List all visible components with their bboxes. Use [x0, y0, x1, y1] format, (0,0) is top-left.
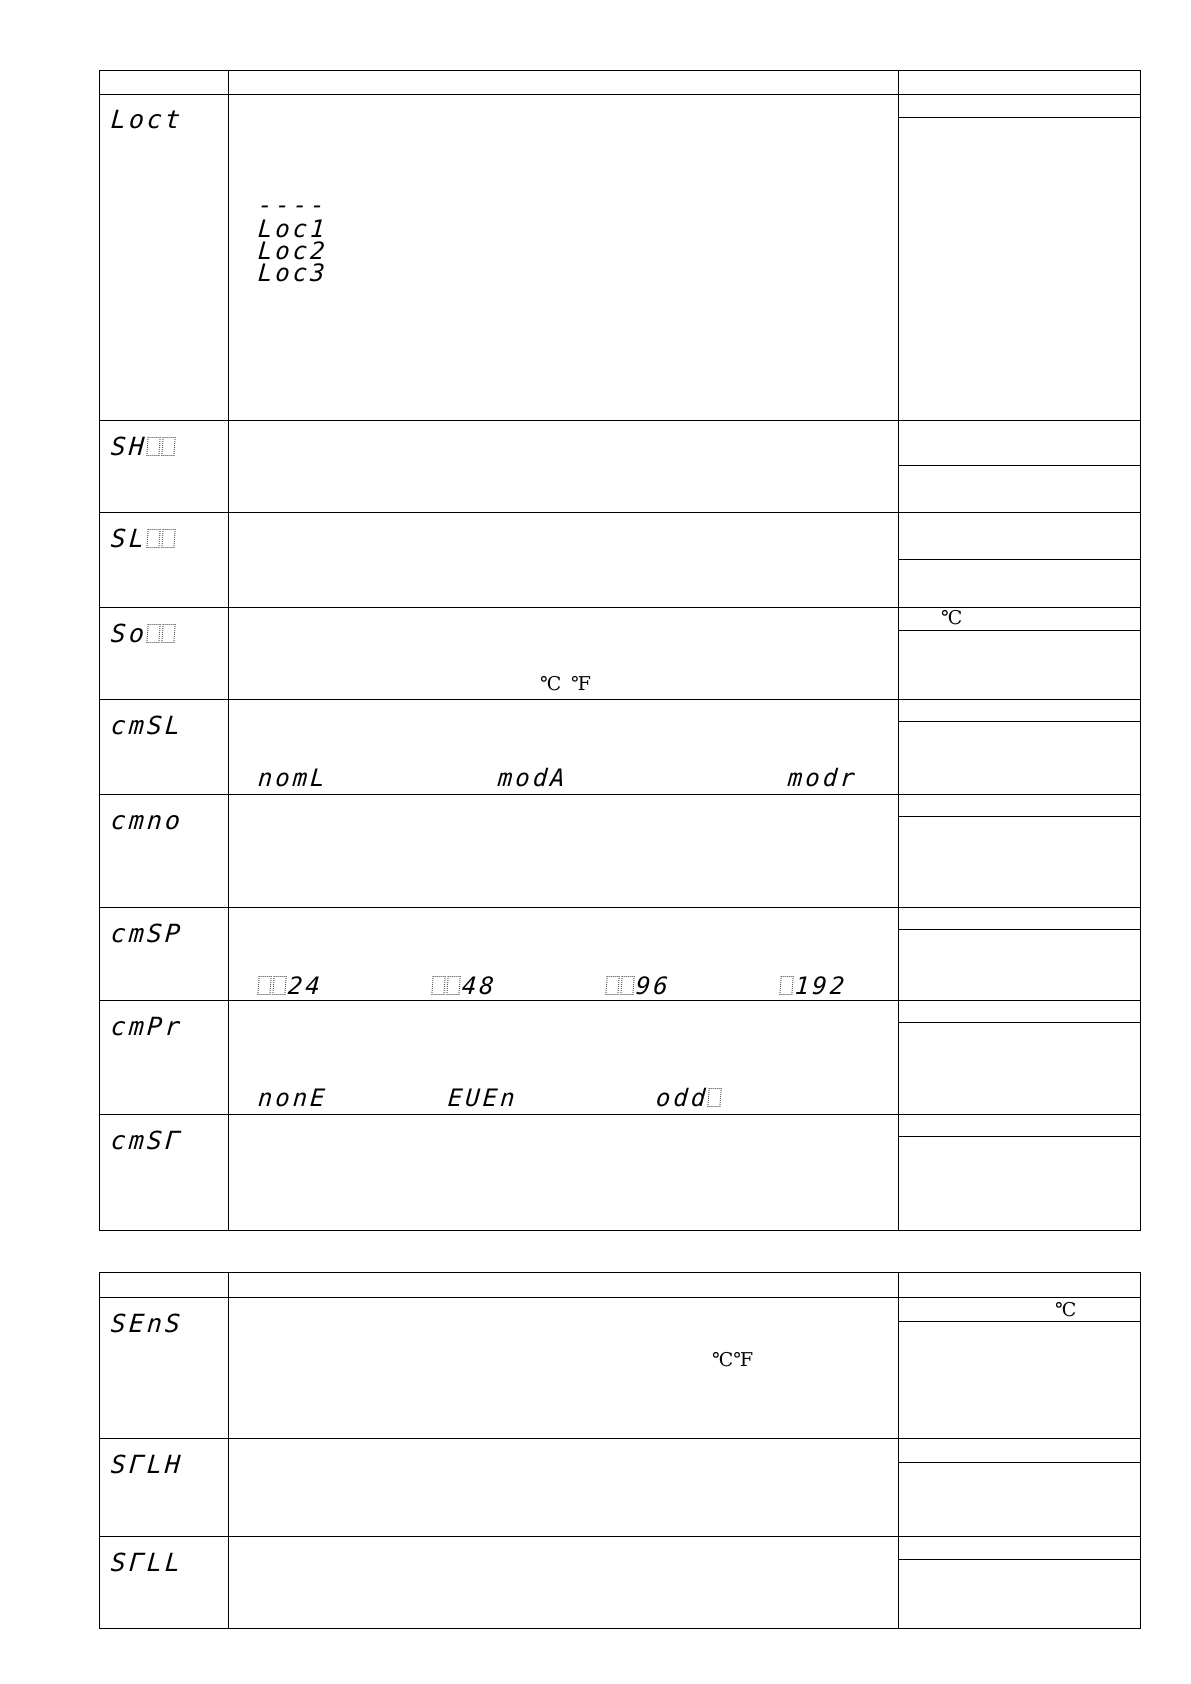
row-divider	[100, 794, 1140, 795]
default-value-divider	[898, 465, 1140, 466]
option-speed-9600: 96	[605, 974, 672, 998]
row-divider	[100, 420, 1140, 421]
option-comm-modbus-ascii: modA	[497, 764, 569, 792]
option-speed-2400: 24	[257, 974, 324, 998]
param-scale-low: SL	[110, 526, 178, 551]
param-scale-high: SH	[110, 434, 178, 459]
row-divider	[100, 1114, 1140, 1115]
default-value-divider	[898, 816, 1140, 817]
blank-digit-box	[272, 976, 286, 995]
param-comm-parity: cmPr	[109, 1012, 185, 1041]
default-unit-celsius: ℃	[941, 607, 963, 629]
row-divider	[100, 699, 1140, 700]
default-value-divider	[898, 559, 1140, 560]
blank-digit-box	[620, 976, 634, 995]
param-comm-select: cmSL	[109, 711, 185, 740]
column-divider	[228, 1273, 229, 1628]
header-row-divider	[100, 1297, 1140, 1298]
default-value-divider	[898, 117, 1140, 118]
option-lock-off: ----	[257, 191, 329, 219]
blank-digit-box	[146, 529, 160, 548]
option-parity-even: EUEn	[447, 1084, 519, 1112]
default-value-divider	[898, 1321, 1140, 1322]
blank-digit-box	[146, 624, 160, 643]
blank-digit-box	[161, 624, 175, 643]
default-unit-celsius: ℃	[1055, 1299, 1077, 1321]
option-speed-19200: 192	[779, 974, 848, 998]
param-comm-stop-bit: cmSΓ	[109, 1126, 185, 1155]
param-scale-offset: So	[110, 621, 178, 646]
blank-digit-box	[146, 437, 160, 456]
option-parity-none: nonE	[257, 1084, 329, 1112]
blank-digit-box	[161, 437, 175, 456]
option-comm-modbus-rtu: modr	[787, 764, 859, 792]
blank-digit-box	[605, 976, 619, 995]
column-divider	[898, 71, 899, 1230]
blank-digit-box	[431, 976, 445, 995]
param-comm-number: cmno	[109, 806, 185, 835]
default-value-divider	[898, 1022, 1140, 1023]
param-setting-range-low: SΓLL	[109, 1548, 185, 1577]
unit-celsius: ℃	[540, 673, 562, 695]
default-value-divider	[898, 929, 1140, 930]
column-divider	[898, 1273, 899, 1628]
option-comm-normal: nomL	[257, 764, 329, 792]
default-value-divider	[898, 1559, 1140, 1560]
default-value-divider	[898, 1462, 1140, 1463]
row-divider	[100, 907, 1140, 908]
option-speed-4800: 48	[431, 974, 498, 998]
param-setting-range-high: SΓLH	[109, 1450, 185, 1479]
row-divider	[100, 1000, 1140, 1001]
param-lock: Loct	[109, 105, 185, 134]
unit-celsius-fahrenheit: ℃℉	[712, 1349, 754, 1371]
row-divider	[100, 607, 1140, 608]
blank-digit-box	[257, 976, 271, 995]
option-parity-odd: odd	[655, 1086, 724, 1110]
default-value-divider	[898, 1136, 1140, 1137]
row-divider	[100, 1536, 1140, 1537]
default-value-divider	[898, 721, 1140, 722]
row-divider	[100, 512, 1140, 513]
option-lock-2: Loc2	[257, 237, 329, 265]
option-lock-3: Loc3	[257, 259, 329, 287]
unit-fahrenheit: ℉	[571, 673, 591, 695]
blank-digit-box	[161, 529, 175, 548]
header-row-divider	[100, 94, 1140, 95]
row-divider	[100, 1438, 1140, 1439]
blank-digit-box	[446, 976, 460, 995]
column-divider	[228, 71, 229, 1230]
parameter-table-1	[99, 70, 1141, 1231]
param-comm-speed: cmSP	[109, 919, 185, 948]
param-sensor-type: SEnS	[109, 1309, 185, 1338]
parameter-table-2	[99, 1272, 1141, 1629]
blank-digit-box	[708, 1088, 722, 1107]
default-value-divider	[898, 630, 1140, 631]
blank-digit-box	[779, 976, 793, 995]
option-lock-1: Loc1	[257, 215, 329, 243]
